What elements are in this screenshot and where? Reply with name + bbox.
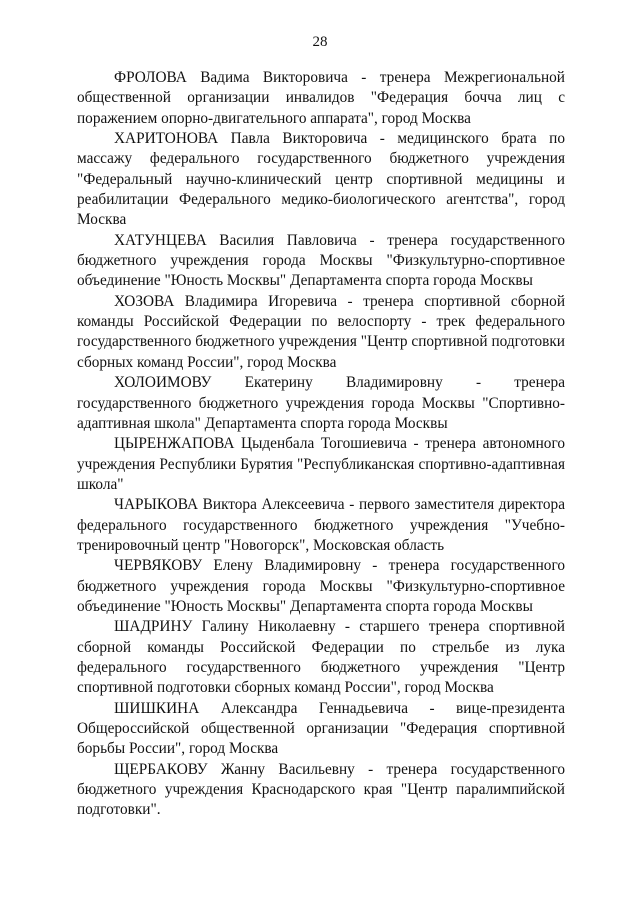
page-number: 28 — [312, 34, 328, 50]
list-item: ЧЕРВЯКОВУ Елену Владимировну - тренера государственного бюджетного учреждения города Москвы "Физкультурно-спортивное объединение "Юность Москвы" Департамента спорта города Москвы — [77, 557, 565, 615]
list-item: ЧАРЫКОВА Виктора Алексеевича - первого заместителя директора федерального государственного бюджетного учреждения "Учебно-тренировочный центр "Новогорск", Московская область — [77, 496, 565, 554]
list-item: ХОЗОВА Владимира Игоревича - тренера спортивной сборной команды Российской Федерации по велоспорту - трек федерального государственного бюджетного учреждения "Центр спортивной подготовки сборных команд России", город Москва — [77, 292, 565, 371]
list-item: ХАТУНЦЕВА Василия Павловича - тренера государственного бюджетного учреждения города Москвы "Физкультурно-спортивное объединение "Юность Москвы" Департамента спорта города Москвы — [77, 231, 565, 290]
list-item: ШИШКИНА Александра Геннадьевича - вице-президента Общероссийской общественной организации "Федерация спортивной борьбы России", город Москва — [77, 699, 565, 758]
list-item: ФРОЛОВА Вадима Викторовича - тренера Межрегиональной общественной организации инвалидов "Федерация бочча лиц с поражением опорно-двигательного аппарата", город Москва — [77, 69, 565, 127]
list-item: ШАДРИНУ Галину Николаевну - старшего тренера спортивной сборной команды Российской Федерации по стрельбе из лука федерального государственного бюджетного учреждения "Центр спортивной подготовки сборных команд России", город Москва — [77, 618, 565, 697]
award-list — [77, 68, 565, 821]
list-item: ЩЕРБАКОВУ Жанну Васильевну - тренера государственного бюджетного учреждения Краснодарского края "Центр паралимпийской подготовки". — [77, 760, 565, 819]
list-item: ХОЛОИМОВУ Екатерину Владимировну - тренера государственного бюджетного учреждения города Москвы "Спортивно-адаптивная школа" Департамента спорта города Москвы — [77, 374, 565, 432]
list-item: ХАРИТОНОВА Павла Викторовича - медицинского брата по массажу федерального государственного бюджетного учреждения "Федеральный научно-клинический центр спортивной медицины и реабилитации Федерального медико-биологического агентства", город Москва — [77, 130, 565, 229]
list-item: ЦЫРЕНЖАПОВА Цыденбала Тогошиевича - тренера автономного учреждения Республики Бурятия "Республиканская спортивно-адаптивная школа" — [77, 435, 565, 493]
